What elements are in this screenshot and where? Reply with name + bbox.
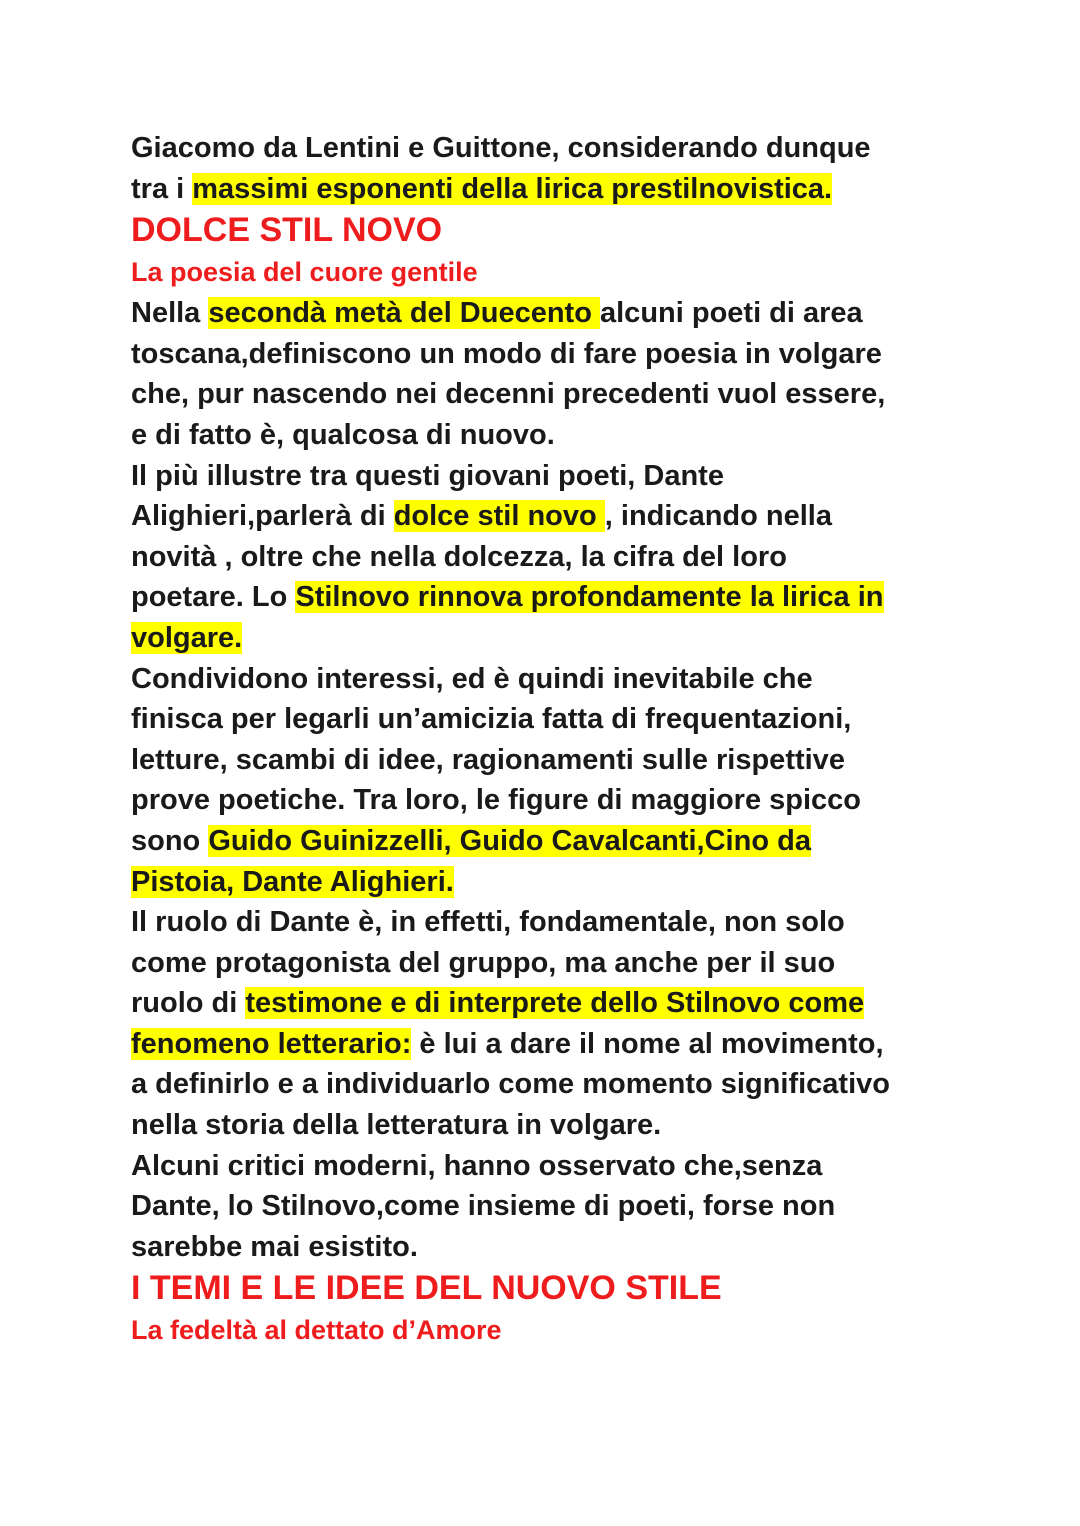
text-line [131,577,1011,618]
text-line [131,415,1011,456]
text-segment: I TEMI E LE IDEE DEL NUOVO STILE [131,1269,722,1308]
text-segment: letture, scambi di idee, ragionamenti sulle rispettive [131,743,845,776]
text-line [131,943,1011,984]
text-segment: Nella [131,297,209,330]
highlighted-text: volgare. [131,621,243,654]
text-segment: Giacomo da Lentini e Guittone, considerando dunque [131,132,871,164]
text-line [131,1105,1011,1146]
text-line [131,169,1011,210]
text-segment: sono [131,824,209,857]
text-line [131,1186,1011,1227]
text-line [131,1064,1011,1105]
highlighted-text: Guido Guinizzelli, Guido Cavalcanti,Cino da [208,824,811,857]
text-line [131,780,1011,821]
highlighted-text: Pistoia, Dante Alighieri. [131,865,454,898]
text-line [131,1024,1011,1065]
text-segment: sarebbe mai esistito. [131,1230,418,1263]
text-segment: Il più illustre tra questi giovani poeti, Dante [131,459,724,492]
text-line [131,1146,1011,1187]
text-segment: poetare. Lo [131,581,296,614]
highlighted-text: Stilnovo rinnova profondamente la lirica in [295,581,884,614]
text-line [131,618,1011,659]
section-heading [131,209,1011,251]
text-segment: novità , oltre che nella dolcezza, la cifra del loro [131,540,787,573]
text-segment: Dante, lo Stilnovo,come insieme di poeti, forse non [131,1190,836,1223]
text-line [131,293,1011,334]
text-segment: alcuni poeti di area [600,297,863,330]
text-segment: toscana,definiscono un modo di fare poesia in volgare [131,337,882,370]
text-line [131,128,1011,169]
text-segment: che, pur nascendo nei decenni precedenti vuol essere, [131,378,886,411]
text-segment: e di fatto è, qualcosa di nuovo. [131,418,555,451]
text-segment: a definirlo e a individuarlo come momento significativo [131,1068,890,1101]
text-line [131,902,1011,943]
text-line [131,537,1011,578]
text-segment: Alcuni critici moderni, hanno osservato che,senza [131,1149,823,1182]
text-segment: La fedeltà al dettato d’Amore [131,1315,502,1346]
highlighted-text: fenomeno letterario: [131,1027,412,1060]
text-segment: tra i [131,172,193,205]
text-segment: nella storia della letteratura in volgare. [131,1109,662,1142]
text-segment: Condividono interessi, ed è quindi inevitabile che [131,662,813,695]
text-line [131,1227,1011,1268]
text-segment: Il ruolo di Dante è, in effetti, fondamentale, non solo [131,906,845,939]
text-line [131,456,1011,497]
text-line [131,862,1011,903]
highlighted-text: secondà metà del Duecento [208,297,600,330]
text-segment: La poesia del cuore gentile [131,257,478,288]
text-segment: è lui a dare il nome al movimento, [411,1027,884,1060]
text-line [131,659,1011,700]
text-segment: finisca per legarli un’amicizia fatta di frequentazioni, [131,703,852,736]
text-line [131,374,1011,415]
section-subheading [131,251,1011,293]
section-subheading [131,1309,1011,1351]
text-segment: ruolo di [131,987,246,1020]
section-heading [131,1267,1011,1309]
highlighted-text: dolce stil novo [393,500,605,533]
text-segment: come protagonista del gruppo, ma anche per il suo [131,946,836,979]
text-line [131,983,1011,1024]
text-line [131,496,1011,537]
text-segment: Alighieri,parlerà di [131,500,394,533]
text-segment: prove poetiche. Tra loro, le figure di maggiore spicco [131,784,861,817]
text-line [131,699,1011,740]
text-line [131,821,1011,862]
text-segment: , indicando nella [604,500,832,533]
highlighted-text: testimone e di interprete dello Stilnovo come [245,987,865,1020]
text-segment: DOLCE STIL NOVO [131,211,443,250]
text-line [131,334,1011,375]
text-line [131,740,1011,781]
document-body [131,128,1011,1351]
highlighted-text: massimi esponenti della lirica prestilnovistica. [192,172,833,205]
